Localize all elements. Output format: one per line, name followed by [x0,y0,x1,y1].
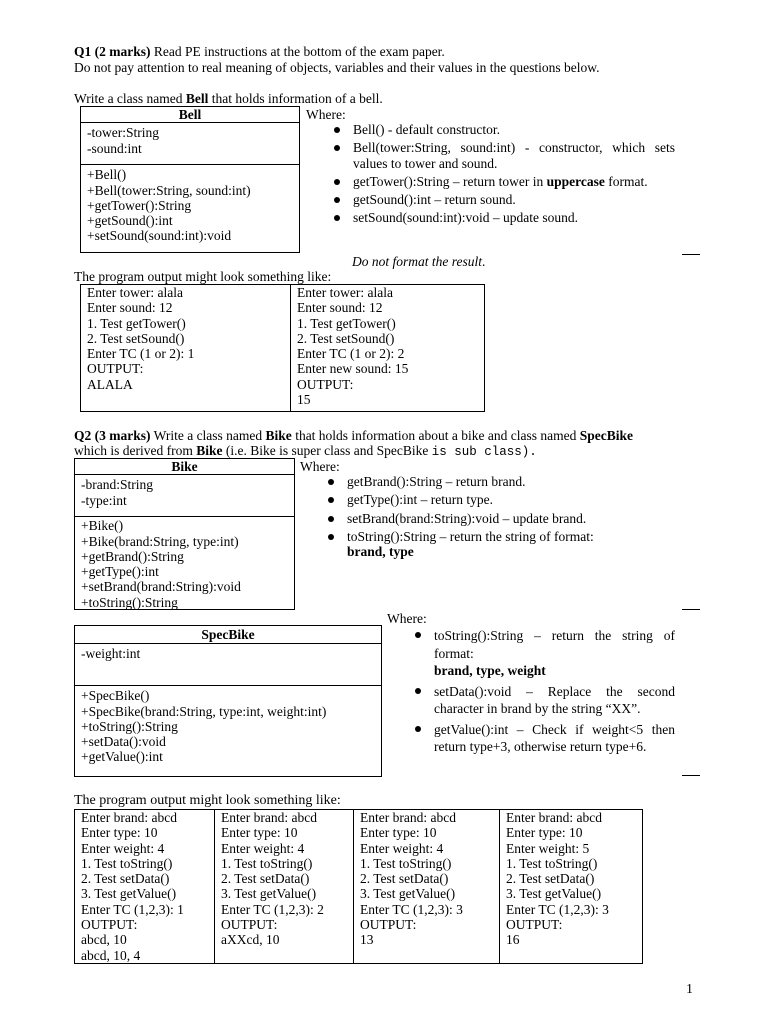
bike-bullet: getType():int – return type. [323,492,683,507]
output-cell [291,285,485,412]
bell-bullet: setSound(sound:int):void – update sound. [329,210,675,225]
output-line: 2. Test setSound() [297,330,395,346]
bike-attributes [75,475,294,516]
output-line: Enter TC (1,2,3): 2 [221,901,324,917]
bell-method: +getSound():int [87,213,173,229]
output-line: 3. Test getValue() [360,886,456,902]
output-line: 2. Test setData() [221,871,310,887]
output-line: Enter type: 10 [506,825,583,841]
output-line: 3. Test getValue() [81,886,177,902]
q1-format-note-end: . [482,254,486,269]
q1-intro-post: that holds information of a bell. [208,91,383,106]
bike-method: +getType():int [81,564,159,580]
output-line: Enter sound: 12 [87,300,173,316]
specbike-bullet-format: brand, type, weight [434,663,546,678]
bell-class-title: Bell [81,107,299,123]
q2-where-label: Where: [300,459,340,474]
output-line: Enter weight: 5 [506,840,590,856]
output-line: Enter type: 10 [81,825,158,841]
specbike-method: +setData():void [81,734,166,750]
bell-bullet-text: format. [604,173,648,189]
bike-bullet-format: brand, type [347,544,414,560]
bike-bullet-text: toString():String – return the string of format: [347,528,594,544]
bell-bullet: Bell(tower:String, sound:int) - constructor, which sets values to tower and sound. [329,140,675,171]
output-line: 2. Test setData() [81,871,170,887]
output-line: 15 [297,392,311,408]
output-cell [500,810,643,964]
q2-line2-mono: is sub class). [431,445,537,459]
q2-heading-specbike: SpecBike [579,428,634,443]
bell-attribute: -sound:int [87,140,142,156]
bell-bullet: getSound():int – return sound. [329,192,675,207]
bell-bullet: Bell() - default constructor. [329,122,675,137]
output-line: 3. Test getValue() [506,886,602,902]
specbike-bullet [410,627,675,680]
bike-bullet: getBrand():String – return brand. [323,474,683,489]
bike-method: +Bike(brand:String, type:int) [81,533,239,549]
specbike-bullet: setData():void – Replace the second character in brand by the string “XX”. [410,683,675,718]
bell-attributes [81,123,299,164]
output-line: 2. Test setData() [360,871,449,887]
output-line: OUTPUT: [360,917,417,933]
bell-method: +Bell() [87,167,127,183]
bike-method: +toString():String [81,594,178,610]
q1-where-label: Where: [306,107,346,122]
output-line: abcd, 10 [81,932,127,948]
bike-method: +getBrand():String [81,548,184,564]
specbike-attribute: -weight:int [81,646,141,662]
output-line: 2. Test setSound() [87,330,185,346]
q2-heading-bike: Bike [265,428,292,443]
output-line: 2. Test setData() [506,871,595,887]
q2-output-table [74,809,643,964]
output-line: OUTPUT: [221,917,278,933]
bike-bullet: setBrand(brand:String):void – update brand. [323,511,683,526]
bell-method: +setSound(sound:int):void [87,228,232,244]
q1-format-note [352,254,485,269]
table-row [75,810,643,964]
bell-bullet-text: getTower():String – return tower in [353,173,547,189]
bike-method: +setBrand(brand:String):void [81,579,241,595]
bell-bullet [329,174,675,189]
output-line: 13 [360,932,374,948]
output-line: Enter sound: 12 [297,300,383,316]
output-line: Enter TC (1 or 2): 2 [297,346,405,362]
bike-method: +Bike() [81,518,124,534]
q2-line2-pre: which is derived from [74,443,197,458]
q2-heading-text: Write a class named [150,428,266,443]
output-line: Enter tower: alala [87,285,183,300]
output-line: OUTPUT: [81,917,138,933]
output-line: Enter weight: 4 [81,840,165,856]
q1-heading-label: Q1 (2 marks) [74,44,151,59]
margin-mark [682,609,700,610]
output-line: 1. Test toString() [221,855,313,871]
margin-mark [682,254,700,255]
specbike-methods [75,685,381,766]
specbike-method: +getValue():int [81,749,163,765]
q1-output-table [80,284,485,412]
output-line: OUTPUT: [297,376,354,392]
q2-output-intro: The program output might look something like: [74,793,341,808]
q1-output-intro: The program output might look something like: [74,269,332,284]
output-cell [354,810,500,964]
q2-line2-post: (i.e. Bike is super class and SpecBike [222,443,432,458]
specbike-method: +SpecBike(brand:String, type:int, weight:int) [81,703,327,719]
q2-heading-label: Q2 (3 marks) [74,428,151,443]
output-line: 1. Test toString() [81,855,173,871]
bell-method: +getTower():String [87,197,192,213]
bell-bullet-emphasis: uppercase [546,173,605,189]
q1-intro-pre: Write a class named [74,91,186,106]
bike-methods [75,516,294,612]
q1-format-note-italic: Do not format the result [352,254,482,269]
output-line: Enter type: 10 [360,825,437,841]
output-line: Enter brand: abcd [81,810,177,825]
output-cell [215,810,354,964]
output-line: Enter TC (1,2,3): 1 [81,901,184,917]
output-line: 1. Test getTower() [297,315,396,331]
specbike-method: +SpecBike() [81,688,150,704]
specbike-method: +toString():String [81,718,178,734]
q2-line2-bold: Bike [196,443,223,458]
table-row [81,285,485,412]
q2-where-label-2: Where: [387,611,427,626]
output-line: Enter TC (1 or 2): 1 [87,346,195,362]
specbike-bullet-text: toString():String – return the string of format: [434,628,675,661]
margin-mark [682,775,700,776]
output-line: OUTPUT: [87,361,144,377]
bike-class-title: Bike [75,459,294,475]
output-line: OUTPUT: [506,917,563,933]
specbike-class-title: SpecBike [75,626,381,644]
bike-method-descriptions [323,474,683,559]
q1-heading [74,44,445,59]
output-cell [81,285,291,412]
page-number: 1 [686,982,693,997]
output-cell [75,810,215,964]
q1-intro [74,91,383,106]
q1-heading-text: Read PE instructions at the bottom of the exam paper. [150,44,445,59]
output-line: abcd, 10, 4 [81,947,141,963]
output-line: 1. Test toString() [506,855,598,871]
output-line: Enter brand: abcd [506,810,602,825]
output-line: Enter weight: 4 [360,840,444,856]
output-line: Enter brand: abcd [360,810,456,825]
bell-method: +Bell(tower:String, sound:int) [87,182,251,198]
q2-heading [74,428,633,443]
bike-class-diagram [74,458,295,610]
q1-instruction-note: Do not pay attention to real meaning of objects, variables and their values in the questions below. [74,60,600,75]
bike-attribute: -brand:String [81,477,153,493]
output-line: ALALA [87,376,133,392]
specbike-bullet: getValue():int – Check if weight<5 then return type+3, otherwise return type+6. [410,721,675,756]
output-line: Enter TC (1,2,3): 3 [360,901,463,917]
output-line: Enter new sound: 15 [297,361,409,377]
q1-intro-class: Bell [185,91,209,106]
q2-heading-text: that holds information about a bike and class named [291,428,580,443]
output-line: 3. Test getValue() [221,886,317,902]
bike-attribute: -type:int [81,492,127,508]
bell-method-descriptions [329,122,675,226]
output-line: 1. Test getTower() [87,315,186,331]
bell-attribute: -tower:String [87,125,159,141]
output-line: Enter TC (1,2,3): 3 [506,901,609,917]
bike-bullet [323,529,683,560]
output-line: Enter weight: 4 [221,840,305,856]
specbike-method-descriptions [410,627,675,756]
specbike-class-diagram [74,625,382,777]
bell-methods [81,164,299,245]
output-line: Enter brand: abcd [221,810,317,825]
specbike-attributes [75,644,381,685]
output-line: Enter tower: alala [297,285,393,300]
output-line: 16 [506,932,520,948]
output-line: 1. Test toString() [360,855,452,871]
output-line: Enter type: 10 [221,825,298,841]
bell-class-diagram [80,106,300,253]
output-line: aXXcd, 10 [221,932,280,948]
